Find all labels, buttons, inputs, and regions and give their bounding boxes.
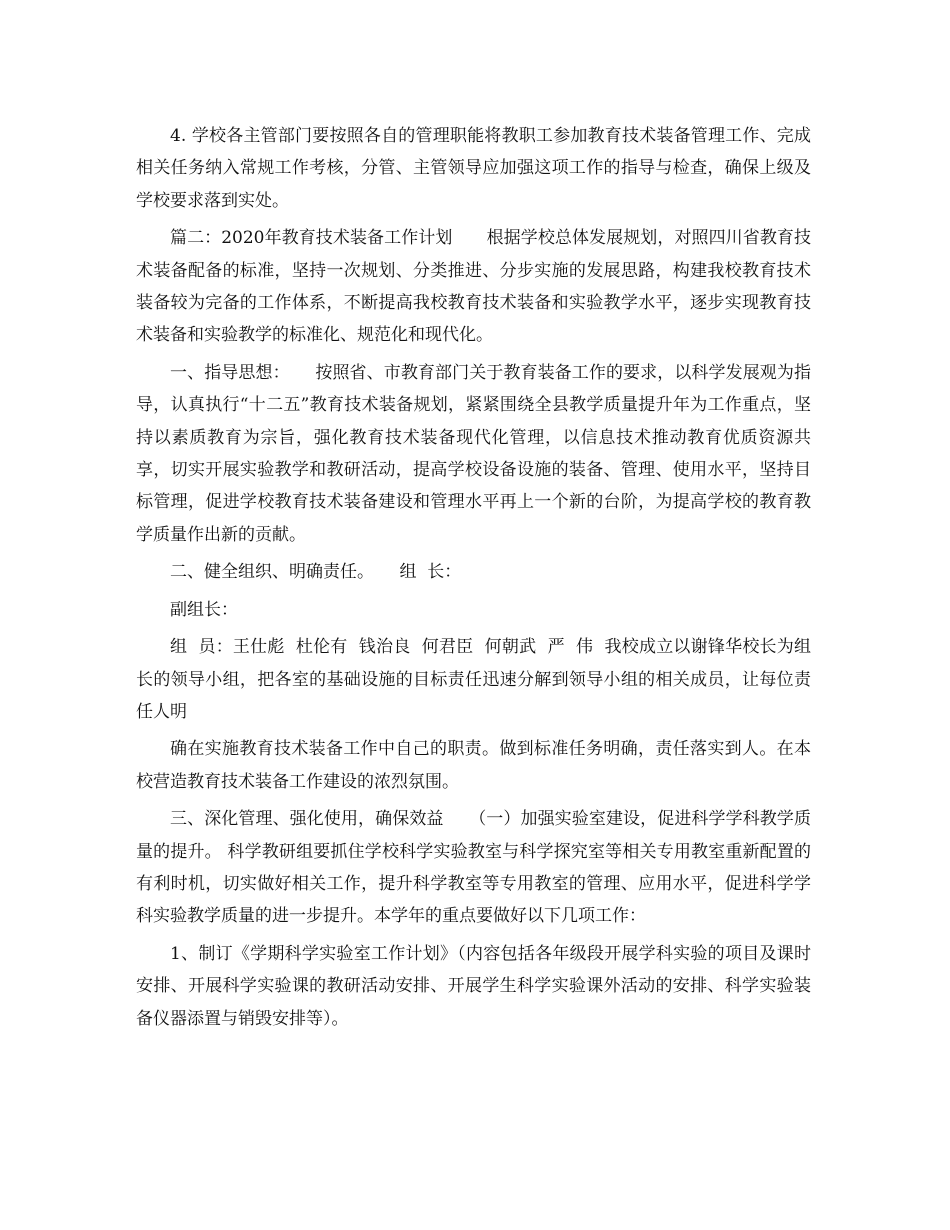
document-body xyxy=(136,120,811,1035)
paragraph-organization: 二、健全组织、明确责任。 组 长： xyxy=(170,562,462,583)
paragraph-members: 组 员：王仕彪 杜伦有 钱治良 何君臣 何朝武 严 伟 我校成立以谢锋华校长为组长的领导小组，把各室的基础设施的目标责任迅速分解到领导小组的相关成员，让每位责任人明 xyxy=(136,637,811,722)
paragraph-responsibility: 确在实施教育技术装备工作中自己的职责。做到标准任务明确，责任落实到人。在本校营造教育技术装备工作建设的浓烈氛围。 xyxy=(136,739,811,792)
paragraph-guiding-thought: 一、指导思想： 按照省、市教育部门关于教育装备工作的要求，以科学发展观为指导，认真执行“十二五”教育技术装备规划，紧紧围绕全县教学质量提升年为工作重点，坚持以素质教育为宗旨，强化教育技术装备现代化管理，以信息技术推动教育优质资源共享，切实开展实验教学和教研活动，提高学校设备设施的装备、管理、使用水平，坚持目标管理，促进学校教育技术装备建设和管理水平再上一个新的台阶，为提高学校的教育教学质量作出新的贡献。 xyxy=(136,362,811,545)
paragraph-management-use: 三、深化管理、强化使用，确保效益 （一）加强实验室建设，促进科学学科教学质量的提升。 科学教研组要抓住学校科学实验教室与科学探究室等相关专用教室重新配置的有利时机，切实做好相关工作，提升科学教室等专用教室的管理、应用水平，促进科学学科实验教学质量的进一步提升。本学年的重点要做好以下几项工作： xyxy=(136,809,811,927)
paragraph-management-duty: 4. 学校各主管部门要按照各自的管理职能将教职工参加教育技术装备管理工作、完成相关任务纳入常规工作考核，分管、主管领导应加强这项工作的指导与检查，确保上级及学校要求落到实处。 xyxy=(136,126,811,211)
paragraph-plan-intro: 篇二：2020年教育技术装备工作计划 根据学校总体发展规划，对照四川省教育技术装备配备的标准，坚持一次规划、分类推进、分步实施的发展思路，构建我校教育技术装备较为完备的工作体系，不断提高我校教育技术装备和实验教学水平，逐步实现教育技术装备和实验教学的标准化、规范化和现代化。 xyxy=(136,228,811,346)
paragraph-lab-plan: 1、制订《学期科学实验室工作计划》（内容包括各年级段开展学科实验的项目及课时安排、开展科学实验课的教研活动安排、开展学生科学实验课外活动的安排、科学实验装备仪器添置与销毁安排等）。 xyxy=(136,943,811,1029)
paragraph-deputy-leader: 副组长： xyxy=(170,599,238,620)
